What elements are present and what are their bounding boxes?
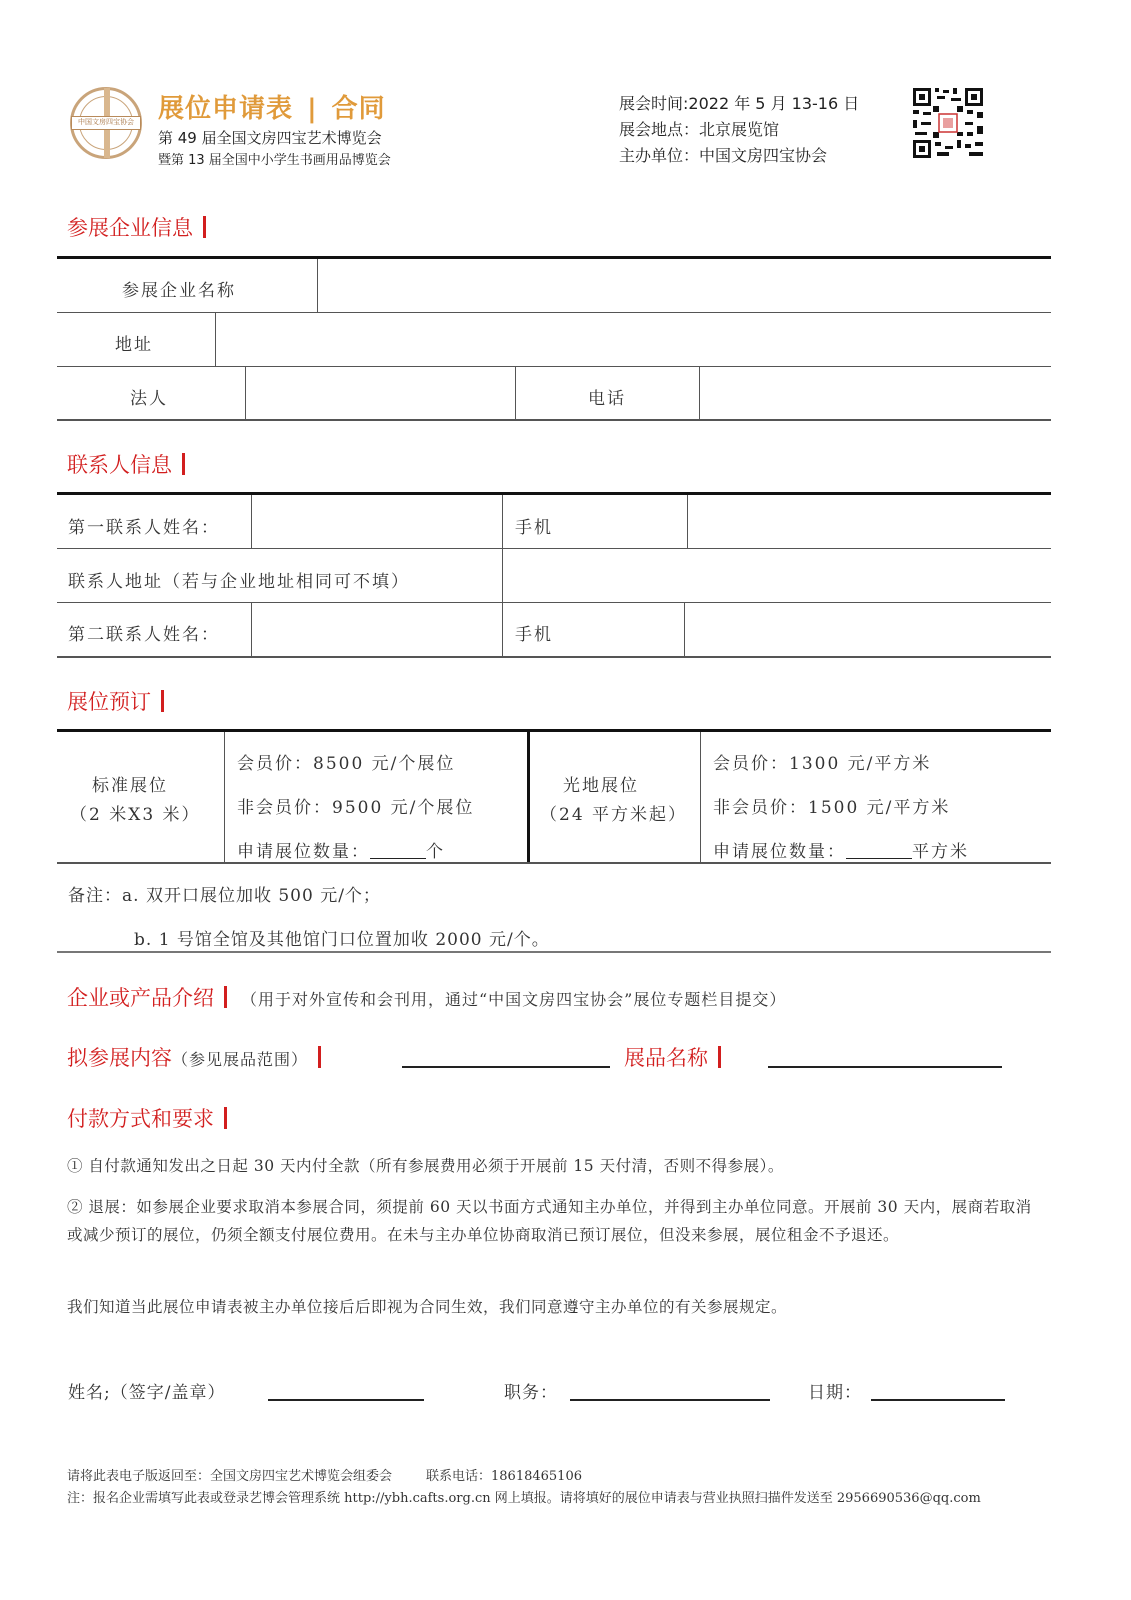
first-contact-label: 第一联系人姓名：	[68, 518, 220, 538]
info-organizer-value: 中国文房四宝协会	[699, 146, 828, 165]
section-booth-booking	[67, 686, 164, 716]
row-divider	[57, 366, 1051, 367]
section-bar	[182, 453, 185, 475]
footer-note: 注：报名企业需填写此表或登录艺博会管理系统 http://ybh.cafts.org.cn 网上填报。请将填好的展位申请表与营业执照扫描件发送至 2956690536@qq.com	[67, 1491, 981, 1506]
footer-return	[67, 1466, 1047, 1488]
footer-return-to: 请将此表电子版返回至：全国文房四宝艺术博览会组委会	[67, 1469, 393, 1484]
title-main: 展位申请表	[158, 94, 294, 124]
payment-item-1: ① 自付款通知发出之日起 30 天内付全款（所有参展费用必须于开展前 15 天付清，否则不得参展）。	[67, 1157, 784, 1175]
signature-name-field[interactable]	[268, 1399, 424, 1401]
divider	[700, 732, 701, 862]
legal-person-label: 法人	[130, 389, 168, 409]
table-top-border	[57, 492, 1051, 495]
mobile-field-1[interactable]	[690, 497, 1048, 546]
standard-quantity-label: 申请展位数量：	[237, 842, 370, 862]
section-company-heading: 参展企业信息	[67, 216, 193, 240]
section-bar	[318, 1046, 321, 1068]
legal-person-field[interactable]	[248, 369, 512, 417]
divider-thick	[527, 732, 530, 863]
row-divider	[57, 602, 1051, 603]
section-exhibit-note: （参见展品范围）	[172, 1050, 309, 1069]
standard-booth-name: 标准展位	[92, 776, 168, 796]
mobile-label-2: 手机	[515, 625, 553, 645]
footer-contact-phone: 联系电话：18618465106	[426, 1469, 582, 1484]
payment-item-2: ② 退展：如参展企业要求取消本参展合同，须提前 60 天以书面方式通知主办单位，并得到主办单位同意。开展前 30 天内，展商若取消或减少预订的展位，仍须全额支付展位费用。在未与主办单位协商取消已预订展位，但没来参展，展位租金不予退还。	[67, 1198, 1032, 1244]
divider	[224, 732, 225, 862]
info-location-value: 北京展览馆	[699, 120, 780, 139]
divider	[699, 367, 700, 419]
info-time-value: 2022 年 5 月 13-16 日	[688, 94, 860, 113]
standard-nonmember-price: 非会员价：9500 元/个展位	[237, 798, 475, 818]
section-exhibit	[67, 1042, 321, 1072]
signature-date-field[interactable]	[871, 1399, 1005, 1401]
section-exhibit-name	[624, 1042, 721, 1072]
notes-bottom-border	[57, 951, 1051, 953]
divider	[251, 603, 252, 656]
association-logo	[70, 87, 142, 159]
booth-note-b: b. 1 号馆全馆及其他馆门口位置加收 2000 元/个。	[134, 930, 550, 950]
section-contact-heading: 联系人信息	[67, 453, 172, 477]
raw-member-price: 会员价：1300 元/平方米	[713, 754, 932, 774]
section-payment-heading: 付款方式和要求	[67, 1107, 214, 1131]
title-separator: |	[307, 94, 318, 124]
section-payment	[67, 1103, 227, 1133]
address-field[interactable]	[218, 315, 1048, 364]
row-divider	[57, 312, 1051, 313]
phone-field[interactable]	[702, 369, 1048, 417]
divider	[215, 313, 216, 366]
standard-member-price: 会员价：8500 元/个展位	[237, 754, 456, 774]
section-bar	[161, 690, 164, 712]
company-name-field[interactable]	[320, 262, 1048, 309]
section-bar	[718, 1046, 721, 1068]
subtitle-1: 第 49 届全国文房四宝艺术博览会	[158, 129, 382, 147]
standard-quantity-unit: 个	[426, 842, 445, 862]
raw-quantity-field[interactable]	[846, 842, 912, 859]
company-name-label: 参展企业名称	[122, 281, 236, 301]
info-time	[619, 91, 859, 114]
signature-position-label: 职务：	[504, 1383, 558, 1403]
exhibit-content-field[interactable]	[402, 1066, 610, 1068]
booth-note-a: 备注：a. 双开口展位加收 500 元/个；	[68, 886, 381, 906]
contact-address-field[interactable]	[505, 551, 1048, 600]
payment-agreement: 我们知道当此展位申请表被主办单位接后后即视为合同生效，我们同意遵守主办单位的有关参展规定。	[67, 1298, 788, 1316]
divider	[502, 603, 503, 656]
mobile-field-2[interactable]	[687, 605, 1048, 654]
signature-position-field[interactable]	[570, 1399, 770, 1401]
table-top-border	[57, 729, 1051, 732]
table-bottom-border	[57, 656, 1051, 658]
divider	[684, 603, 685, 656]
mobile-label-1: 手机	[515, 518, 553, 538]
row-divider	[57, 548, 1051, 549]
exhibit-name-field[interactable]	[768, 1066, 1002, 1068]
title-suffix: 合同	[331, 94, 386, 124]
logo-text: 中国文房四宝协会	[71, 116, 141, 130]
subtitle-2: 暨第 13 届全国中小学生书画用品博览会	[158, 153, 391, 168]
standard-quantity	[237, 837, 445, 862]
divider	[251, 495, 252, 548]
divider	[245, 367, 246, 419]
qr-code-icon	[911, 86, 985, 160]
signature-date-label: 日期：	[808, 1383, 862, 1403]
section-booth-heading: 展位预订	[67, 690, 151, 714]
phone-label: 电话	[588, 389, 626, 409]
section-bar	[203, 216, 206, 238]
contact-address-label: 联系人地址（若与企业地址相同可不填）	[68, 572, 410, 592]
signature-name-label: 姓名;（签字/盖章）	[68, 1383, 226, 1403]
divider	[502, 549, 503, 602]
raw-booth-size: （24 平方米起）	[540, 805, 688, 825]
table-top-border	[57, 256, 1051, 259]
raw-nonmember-price: 非会员价：1500 元/平方米	[713, 798, 951, 818]
info-organizer	[619, 143, 827, 166]
info-location	[619, 117, 779, 140]
divider	[687, 495, 688, 548]
section-exhibit-name-heading: 展品名称	[624, 1046, 708, 1070]
info-location-label: 展会地点：	[619, 120, 700, 139]
section-company-info	[67, 212, 206, 242]
page-title	[158, 88, 386, 125]
raw-booth-name: 光地展位	[563, 776, 639, 796]
divider	[317, 259, 318, 312]
section-bar	[224, 986, 227, 1008]
raw-quantity-label: 申请展位数量：	[713, 842, 846, 862]
address-label: 地址	[115, 335, 153, 355]
divider	[502, 495, 503, 548]
first-contact-field[interactable]	[254, 497, 500, 546]
divider	[515, 367, 516, 419]
section-intro	[67, 982, 786, 1012]
table-bottom-border	[57, 419, 1051, 421]
section-intro-heading: 企业或产品介绍	[67, 986, 214, 1010]
second-contact-label: 第二联系人姓名：	[68, 625, 220, 645]
standard-booth-size: （2 米X3 米）	[70, 805, 201, 825]
second-contact-field[interactable]	[254, 605, 500, 654]
raw-quantity-unit: 平方米	[912, 842, 969, 862]
info-time-label: 展会时间:	[619, 94, 689, 113]
section-bar	[224, 1107, 227, 1129]
info-organizer-label: 主办单位：	[619, 146, 700, 165]
section-contact-info	[67, 449, 185, 479]
raw-quantity	[713, 837, 969, 862]
standard-quantity-field[interactable]	[370, 842, 426, 859]
table-bottom-border	[57, 862, 1051, 864]
section-exhibit-heading: 拟参展内容	[67, 1046, 172, 1070]
section-intro-note: （用于对外宣传和会刊用，通过“中国文房四宝协会”展位专题栏目提交）	[241, 990, 787, 1009]
